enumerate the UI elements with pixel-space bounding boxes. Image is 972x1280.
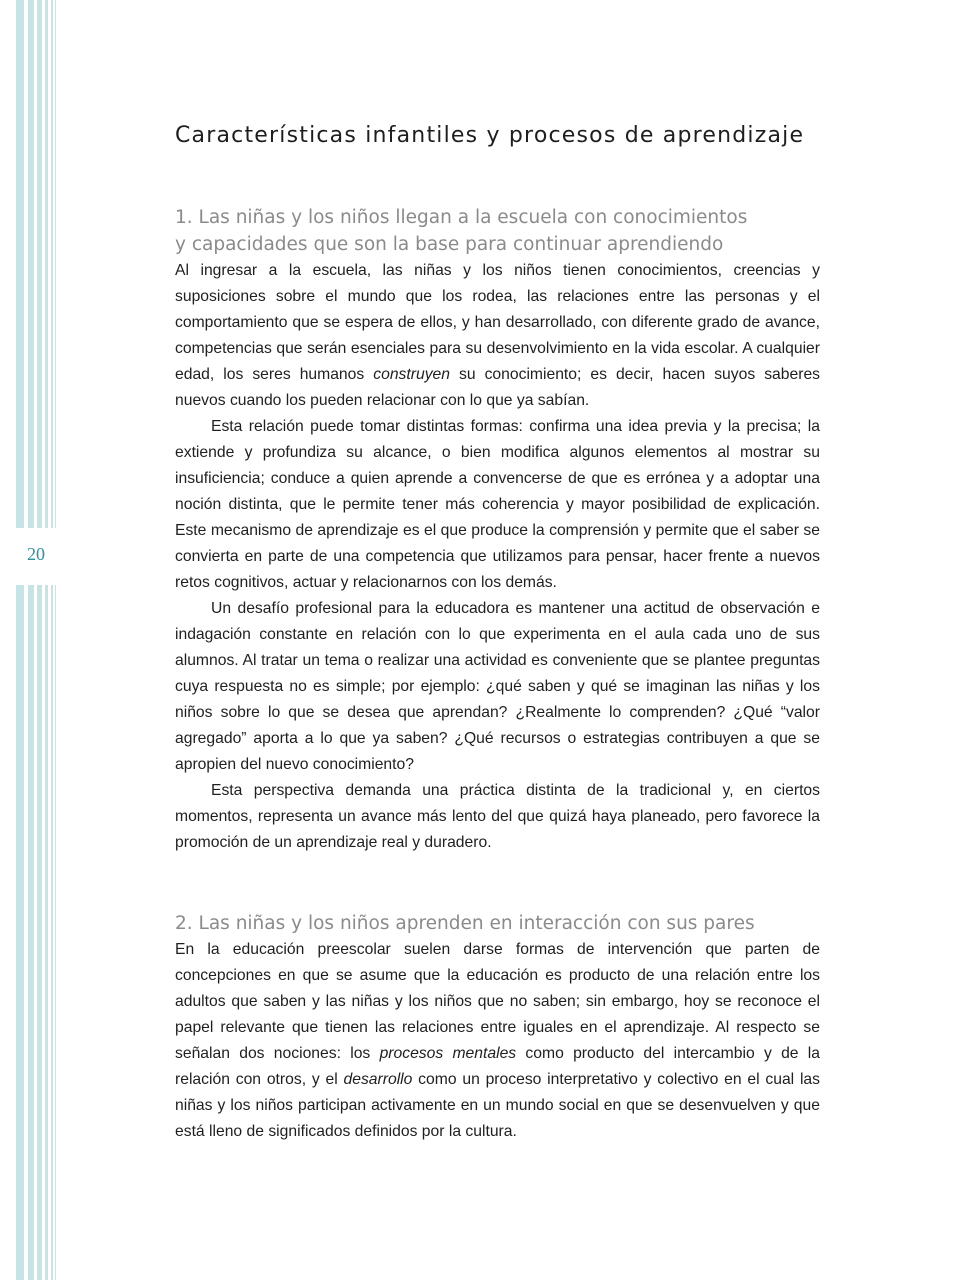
section-heading: [175, 204, 820, 258]
stripe-top: [28, 0, 34, 528]
paragraph-text: su conocimiento; es decir, hacen suyos saberes nuevos cuando los pueden relacionar con lo que ya sabían.: [175, 366, 821, 409]
section-heading-line: y capacidades que son la base para continuar aprendiendo: [175, 234, 724, 255]
stripe-bottom: [55, 585, 56, 1280]
stripe-top: [55, 0, 56, 528]
page-content: [175, 122, 820, 1145]
page-number: 20: [27, 544, 45, 564]
section-1: [175, 204, 820, 856]
paragraph-text: como un proceso interpretativo y colectivo en el cual las niñas y los niños participan activamente en un mundo social en que se desenvuelven y que está lleno de significados definidos por la cultura.: [175, 1071, 821, 1140]
paragraph-text: como producto del intercambio y de la relación con otros, y el: [175, 1045, 821, 1088]
stripe-top: [45, 0, 48, 528]
stripe-bottom: [51, 585, 53, 1280]
stripe-bottom: [28, 585, 34, 1280]
stripe-top: [16, 0, 24, 528]
section-2: [175, 910, 820, 1145]
emphasis-text: construyen: [373, 366, 450, 383]
stripe-bottom: [37, 585, 42, 1280]
paragraph: Un desafío profesional para la educadora es mantener una actitud de observación e indagación constante en relación con lo que experimenta en el aula cada uno de sus alumnos. Al tratar un tema o realizar una actividad es conveniente que se plantee preguntas cuya respuesta no es simple; por ejemplo: ¿qué saben y qué se imaginan las niñas y los niños sobre lo que se desea que aprendan? ¿Realmente lo comprenden? ¿Qué “valor agregado” aporta a lo que ya saben? ¿Qué recursos o estrategias contribuyen a que se apropien del nuevo conocimiento?: [175, 600, 820, 773]
stripe-bottom: [45, 585, 48, 1280]
section-heading-line: 2. Las niñas y los niños aprenden en interacción con sus pares: [175, 913, 755, 934]
chapter-title: Características infantiles y procesos de aprendizaje: [175, 123, 805, 148]
paragraph-text: Al ingresar a la escuela, las niñas y los niños tienen conocimientos, creencias y suposiciones sobre el mundo que los rodea, las relaciones entre las personas y el comportamiento que se espera de ellos, y han desarrollado, con diferente grado de avance, competencias que serán esenciales para su desenvolvimiento en la vida escolar. A cualquier edad, los seres humanos: [175, 262, 820, 383]
stripe-top: [51, 0, 53, 528]
paragraph: [175, 258, 820, 414]
paragraph-text: En la educación preescolar suelen darse formas de intervención que parten de concepciones en que se asume que la educación es producto de una relación entre los adultos que saben y las niñas y los niños que no saben; sin embargo, hoy se reconoce el papel relevante que tienen las relaciones entre iguales en el aprendizaje. Al respecto se señalan dos nociones: los: [175, 941, 820, 1062]
section-heading-line: 1. Las niñas y los niños llegan a la escuela con conocimientos: [175, 207, 748, 228]
emphasis-text: procesos mentales: [379, 1045, 517, 1062]
paragraph: Esta relación puede tomar distintas formas: confirma una idea previa y la precisa; la extiende y profundiza su alcance, o bien modifica algunos elementos al mostrar su insuficiencia; conduce a quien aprende a convencerse de que es errónea y a adoptar una noción distinta, que le permite tener más coherencia y mayor posibilidad de explicación. Este mecanismo de aprendizaje es el que produce la comprensión y permite que el saber se convierta en parte de una competencia que utilizamos para pensar, hacer frente a nuevos retos cognitivos, actuar y relacionarnos con los demás.: [175, 418, 820, 591]
paragraph: [175, 937, 820, 1145]
section-spacer: [175, 856, 820, 910]
stripe-bottom: [16, 585, 24, 1280]
paragraph: Esta perspectiva demanda una práctica distinta de la tradicional y, en ciertos momentos, representa un avance más lento del que quizá haya planeado, pero favorece la promoción de un aprendizaje real y duradero.: [175, 782, 820, 851]
emphasis-text: desarrollo: [343, 1071, 413, 1088]
stripe-top: [37, 0, 42, 528]
section-heading: [175, 910, 820, 937]
